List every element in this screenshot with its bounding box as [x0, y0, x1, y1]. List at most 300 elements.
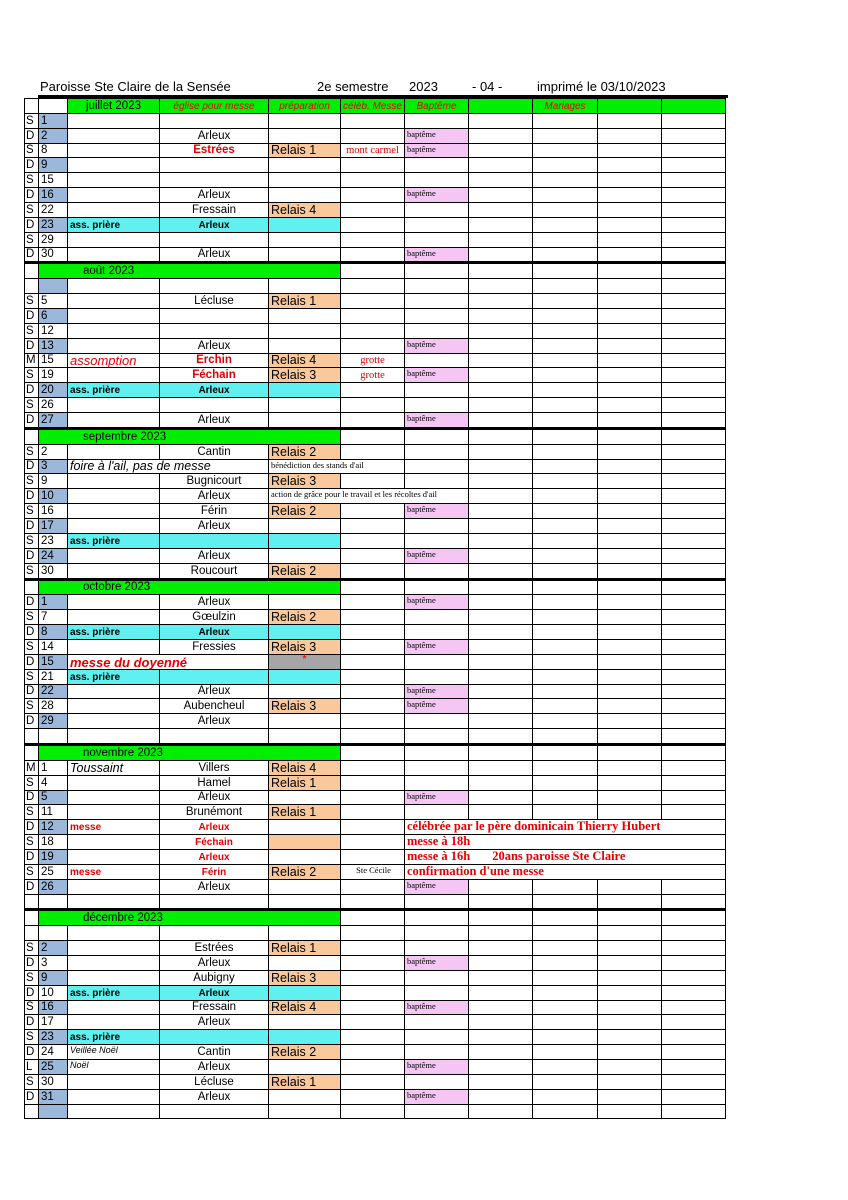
weekday-cell: S	[25, 864, 39, 879]
date-cell: 30	[39, 247, 68, 263]
table-cell	[341, 729, 405, 745]
date-cell: 12	[39, 323, 68, 338]
table-cell	[533, 714, 598, 729]
table-cell	[598, 1089, 662, 1104]
weekday-cell: D	[25, 413, 39, 429]
bapteme-cell: baptême	[405, 128, 469, 143]
table-cell	[68, 639, 160, 654]
table-row	[25, 955, 726, 970]
table-cell	[598, 128, 662, 143]
table-cell	[469, 263, 533, 279]
table-cell: Aubigny	[160, 970, 269, 985]
table-cell: messe	[68, 864, 160, 879]
table-cell	[533, 910, 598, 926]
table-cell: Noël	[68, 1060, 160, 1075]
table-cell	[533, 444, 598, 459]
table-cell	[160, 729, 269, 745]
table-cell	[469, 955, 533, 970]
table-cell	[68, 519, 160, 534]
date-cell: 26	[39, 879, 68, 894]
relais-cell: Relais 1	[269, 775, 341, 790]
table-row	[25, 519, 726, 534]
table-cell	[160, 894, 269, 910]
table-cell	[405, 805, 469, 820]
table-cell	[341, 910, 405, 926]
table-cell	[405, 533, 469, 548]
table-cell	[598, 669, 662, 684]
table-cell	[405, 970, 469, 985]
table-row	[25, 639, 726, 654]
weekday-cell: D	[25, 489, 39, 504]
table-cell	[533, 955, 598, 970]
weekday-cell: S	[25, 173, 39, 188]
date-cell: 5	[39, 294, 68, 309]
table-cell	[469, 1060, 533, 1075]
table-cell	[341, 579, 405, 595]
date-cell: 16	[39, 1000, 68, 1015]
table-cell: Arleux	[160, 1015, 269, 1030]
weekday-cell: S	[25, 294, 39, 309]
table-cell	[598, 1060, 662, 1075]
month-label: septembre 2023	[39, 428, 341, 444]
table-cell	[533, 263, 598, 279]
table-row	[25, 699, 726, 714]
table-cell	[662, 519, 726, 534]
table-cell	[469, 99, 533, 114]
relais-cell: Relais 2	[269, 444, 341, 459]
table-cell	[341, 820, 405, 835]
table-cell	[341, 533, 405, 548]
table-cell	[469, 879, 533, 894]
table-cell	[469, 489, 533, 504]
relais-cell: Relais 2	[269, 504, 341, 519]
table-cell	[469, 519, 533, 534]
table-cell	[341, 699, 405, 714]
table-row	[25, 684, 726, 699]
table-cell	[469, 368, 533, 383]
table-cell	[533, 217, 598, 232]
table-cell	[533, 654, 598, 669]
table-cell	[598, 894, 662, 910]
weekday-cell: S	[25, 699, 39, 714]
relais-cell: Relais 2	[269, 1045, 341, 1060]
table-cell: Arleux	[160, 790, 269, 805]
date-cell: 20	[39, 383, 68, 398]
priere-cell	[269, 383, 341, 398]
table-cell: Arleux	[160, 714, 269, 729]
table-cell	[341, 203, 405, 218]
table-cell	[662, 459, 726, 474]
table-row	[25, 338, 726, 353]
relais-cell: Relais 3	[269, 970, 341, 985]
weekday-cell: D	[25, 247, 39, 263]
table-cell	[269, 955, 341, 970]
table-cell	[598, 684, 662, 699]
table-cell	[341, 879, 405, 894]
table-cell	[598, 143, 662, 158]
table-cell	[405, 910, 469, 926]
table-cell	[469, 338, 533, 353]
table-cell	[269, 595, 341, 610]
table-cell	[269, 926, 341, 941]
table-cell	[662, 1015, 726, 1030]
table-cell	[341, 217, 405, 232]
table-cell	[533, 113, 598, 128]
table-cell	[533, 805, 598, 820]
date-cell	[39, 1104, 68, 1119]
table-cell: Estrées	[160, 941, 269, 956]
weekday-cell: S	[25, 504, 39, 519]
table-cell	[469, 143, 533, 158]
table-cell	[469, 579, 533, 595]
table-cell	[662, 217, 726, 232]
table-cell	[598, 579, 662, 595]
table-cell	[533, 894, 598, 910]
weekday-cell: D	[25, 128, 39, 143]
table-cell	[469, 595, 533, 610]
table-cell	[341, 970, 405, 985]
header-preparation: préparation	[269, 99, 341, 114]
table-cell: célébrée par le père dominicain Thierry Hubert	[405, 820, 726, 835]
table-cell	[662, 474, 726, 489]
table-cell	[598, 338, 662, 353]
table-cell	[160, 398, 269, 413]
table-row	[25, 279, 726, 294]
table-cell	[469, 894, 533, 910]
table-cell: Erchin	[160, 353, 269, 368]
table-cell: Cantin	[160, 1045, 269, 1060]
table-cell	[662, 368, 726, 383]
table-cell	[405, 294, 469, 309]
weekday-cell: D	[25, 595, 39, 610]
table-cell	[341, 247, 405, 263]
table-cell: Arleux	[160, 338, 269, 353]
table-cell	[662, 263, 726, 279]
table-cell	[662, 444, 726, 459]
table-cell	[68, 563, 160, 579]
table-row	[25, 610, 726, 625]
table-cell	[341, 188, 405, 203]
table-cell	[405, 474, 469, 489]
date-cell: 19	[39, 849, 68, 864]
table-cell: Arleux	[160, 595, 269, 610]
priere-cell	[269, 533, 341, 548]
weekday-cell: D	[25, 459, 39, 474]
table-cell	[341, 232, 405, 247]
table-row	[25, 1104, 726, 1119]
table-cell	[662, 309, 726, 324]
table-cell	[662, 173, 726, 188]
weekday-cell: S	[25, 1030, 39, 1045]
table-cell	[469, 654, 533, 669]
table-cell	[598, 879, 662, 894]
table-cell	[533, 985, 598, 1000]
table-cell	[662, 595, 726, 610]
table-cell	[598, 985, 662, 1000]
table-cell	[469, 790, 533, 805]
table-cell	[533, 760, 598, 775]
table-row	[25, 353, 726, 368]
table-cell	[68, 1089, 160, 1104]
table-cell	[598, 744, 662, 760]
table-cell	[662, 955, 726, 970]
date-cell: 25	[39, 864, 68, 879]
table-cell	[662, 941, 726, 956]
table-cell	[469, 444, 533, 459]
table-cell	[341, 158, 405, 173]
table-row	[25, 173, 726, 188]
table-cell	[269, 714, 341, 729]
table-cell	[662, 760, 726, 775]
table-row	[25, 1030, 726, 1045]
table-cell	[469, 610, 533, 625]
relais-cell: Relais 3	[269, 474, 341, 489]
table-cell	[68, 113, 160, 128]
table-cell	[341, 835, 405, 850]
table-cell	[533, 639, 598, 654]
date-cell: 30	[39, 1074, 68, 1089]
table-cell	[68, 489, 160, 504]
table-cell	[341, 1015, 405, 1030]
weekday-cell	[25, 263, 39, 279]
header-celebration: célèb. Messe	[341, 99, 405, 114]
table-cell	[598, 625, 662, 640]
relais-cell: Relais 4	[269, 353, 341, 368]
table-cell	[598, 519, 662, 534]
table-cell	[533, 474, 598, 489]
table-cell	[533, 203, 598, 218]
table-cell	[469, 173, 533, 188]
table-cell	[341, 504, 405, 519]
table-cell	[662, 910, 726, 926]
weekday-cell: S	[25, 805, 39, 820]
table-cell	[405, 760, 469, 775]
table-cell	[68, 247, 160, 263]
table-cell	[533, 247, 598, 263]
table-cell	[405, 1074, 469, 1089]
table-cell	[341, 263, 405, 279]
weekday-cell: S	[25, 835, 39, 850]
priere-cell: Arleux	[160, 217, 269, 232]
weekday-cell	[25, 729, 39, 745]
table-cell	[68, 849, 160, 864]
table-cell	[341, 413, 405, 429]
table-cell	[160, 232, 269, 247]
table-cell: Fressain	[160, 1000, 269, 1015]
table-cell	[469, 128, 533, 143]
date-cell: 16	[39, 504, 68, 519]
table-cell	[269, 548, 341, 563]
table-cell	[598, 654, 662, 669]
table-cell: Arleux	[160, 188, 269, 203]
weekday-cell: D	[25, 684, 39, 699]
table-cell	[469, 1045, 533, 1060]
table-row	[25, 864, 726, 879]
table-cell	[269, 128, 341, 143]
table-cell	[68, 941, 160, 956]
date-cell: 23	[39, 217, 68, 232]
table-cell	[68, 128, 160, 143]
table-cell	[598, 699, 662, 714]
table-cell	[533, 684, 598, 699]
table-cell	[68, 879, 160, 894]
semester-label: 2e semestre	[317, 79, 389, 94]
table-cell	[405, 1030, 469, 1045]
table-cell	[68, 729, 160, 745]
table-cell	[533, 428, 598, 444]
table-cell	[269, 1089, 341, 1104]
table-cell	[68, 294, 160, 309]
weekday-cell	[25, 1104, 39, 1119]
priere-cell: ass. prière	[68, 1030, 160, 1045]
table-cell	[533, 669, 598, 684]
table-cell	[662, 338, 726, 353]
table-cell: Arleux	[160, 1060, 269, 1075]
table-cell	[469, 910, 533, 926]
bapteme-cell: baptême	[405, 247, 469, 263]
date-cell	[39, 894, 68, 910]
table-cell	[341, 294, 405, 309]
table-cell	[662, 669, 726, 684]
table-cell	[469, 428, 533, 444]
table-cell	[662, 579, 726, 595]
weekday-cell: D	[25, 625, 39, 640]
table-row	[25, 970, 726, 985]
table-cell	[68, 398, 160, 413]
table-cell	[533, 383, 598, 398]
table-cell	[469, 970, 533, 985]
priere-cell: ass. prière	[68, 985, 160, 1000]
table-cell	[662, 654, 726, 669]
table-cell	[341, 428, 405, 444]
bapteme-cell: baptême	[405, 684, 469, 699]
weekday-cell: D	[25, 217, 39, 232]
table-cell	[469, 714, 533, 729]
table-cell	[598, 805, 662, 820]
table-cell	[405, 729, 469, 745]
table-cell	[68, 970, 160, 985]
table-row	[25, 504, 726, 519]
month-row-septembre	[25, 428, 726, 444]
table-cell	[598, 760, 662, 775]
table-cell	[160, 158, 269, 173]
table-cell	[68, 548, 160, 563]
priere-cell	[269, 217, 341, 232]
table-cell	[469, 279, 533, 294]
table-cell	[598, 1074, 662, 1089]
table-cell	[341, 985, 405, 1000]
table-cell	[68, 775, 160, 790]
table-cell: Arleux	[160, 519, 269, 534]
table-row	[25, 1000, 726, 1015]
table-cell	[533, 879, 598, 894]
table-cell	[341, 775, 405, 790]
table-cell	[533, 413, 598, 429]
table-cell	[469, 113, 533, 128]
table-cell	[598, 775, 662, 790]
table-cell	[469, 323, 533, 338]
table-cell	[469, 474, 533, 489]
table-cell	[533, 489, 598, 504]
priere-cell: ass. prière	[68, 217, 160, 232]
bapteme-cell: baptême	[405, 368, 469, 383]
table-cell	[405, 353, 469, 368]
table-cell	[533, 279, 598, 294]
table-cell	[533, 143, 598, 158]
table-cell	[269, 173, 341, 188]
table-cell	[469, 669, 533, 684]
weekday-cell: S	[25, 368, 39, 383]
table-row	[25, 113, 726, 128]
table-cell	[662, 926, 726, 941]
table-cell	[662, 428, 726, 444]
table-cell	[160, 309, 269, 324]
table-row	[25, 985, 726, 1000]
table-row	[25, 398, 726, 413]
page-number: - 04 -	[472, 79, 503, 94]
table-cell	[469, 941, 533, 956]
table-cell	[598, 595, 662, 610]
table-cell: Férin	[160, 864, 269, 879]
table-cell: Férin	[160, 504, 269, 519]
table-cell	[68, 790, 160, 805]
date-cell: 18	[39, 835, 68, 850]
bapteme-cell: baptême	[405, 1089, 469, 1104]
weekday-cell	[25, 279, 39, 294]
priere-cell: Arleux	[160, 625, 269, 640]
table-cell	[533, 1045, 598, 1060]
date-cell: 2	[39, 941, 68, 956]
table-row	[25, 143, 726, 158]
table-cell	[598, 610, 662, 625]
table-cell	[598, 173, 662, 188]
table-cell	[405, 173, 469, 188]
table-cell	[405, 459, 469, 474]
date-cell: 16	[39, 188, 68, 203]
header-baptism: Baptême	[405, 99, 469, 114]
date-cell: 30	[39, 563, 68, 579]
table-cell	[662, 625, 726, 640]
table-cell	[405, 383, 469, 398]
table-row	[25, 595, 726, 610]
table-cell	[269, 309, 341, 324]
weekday-cell: M	[25, 353, 39, 368]
table-cell	[405, 279, 469, 294]
month-row-aout	[25, 263, 726, 279]
table-row	[25, 775, 726, 790]
table-cell	[341, 279, 405, 294]
table-cell	[662, 1030, 726, 1045]
table-cell: assomption	[68, 353, 160, 368]
weekday-cell	[25, 894, 39, 910]
weekday-cell	[25, 926, 39, 941]
date-cell: 10	[39, 489, 68, 504]
table-cell	[533, 459, 598, 474]
date-cell: 28	[39, 699, 68, 714]
date-cell: 8	[39, 625, 68, 640]
table-cell	[662, 805, 726, 820]
table-cell	[533, 533, 598, 548]
table-cell	[662, 383, 726, 398]
table-cell	[662, 744, 726, 760]
table-cell	[341, 639, 405, 654]
table-cell	[341, 595, 405, 610]
table-cell	[469, 294, 533, 309]
table-cell: messe	[68, 820, 160, 835]
table-cell	[533, 1104, 598, 1119]
table-cell	[469, 247, 533, 263]
table-cell	[469, 309, 533, 324]
